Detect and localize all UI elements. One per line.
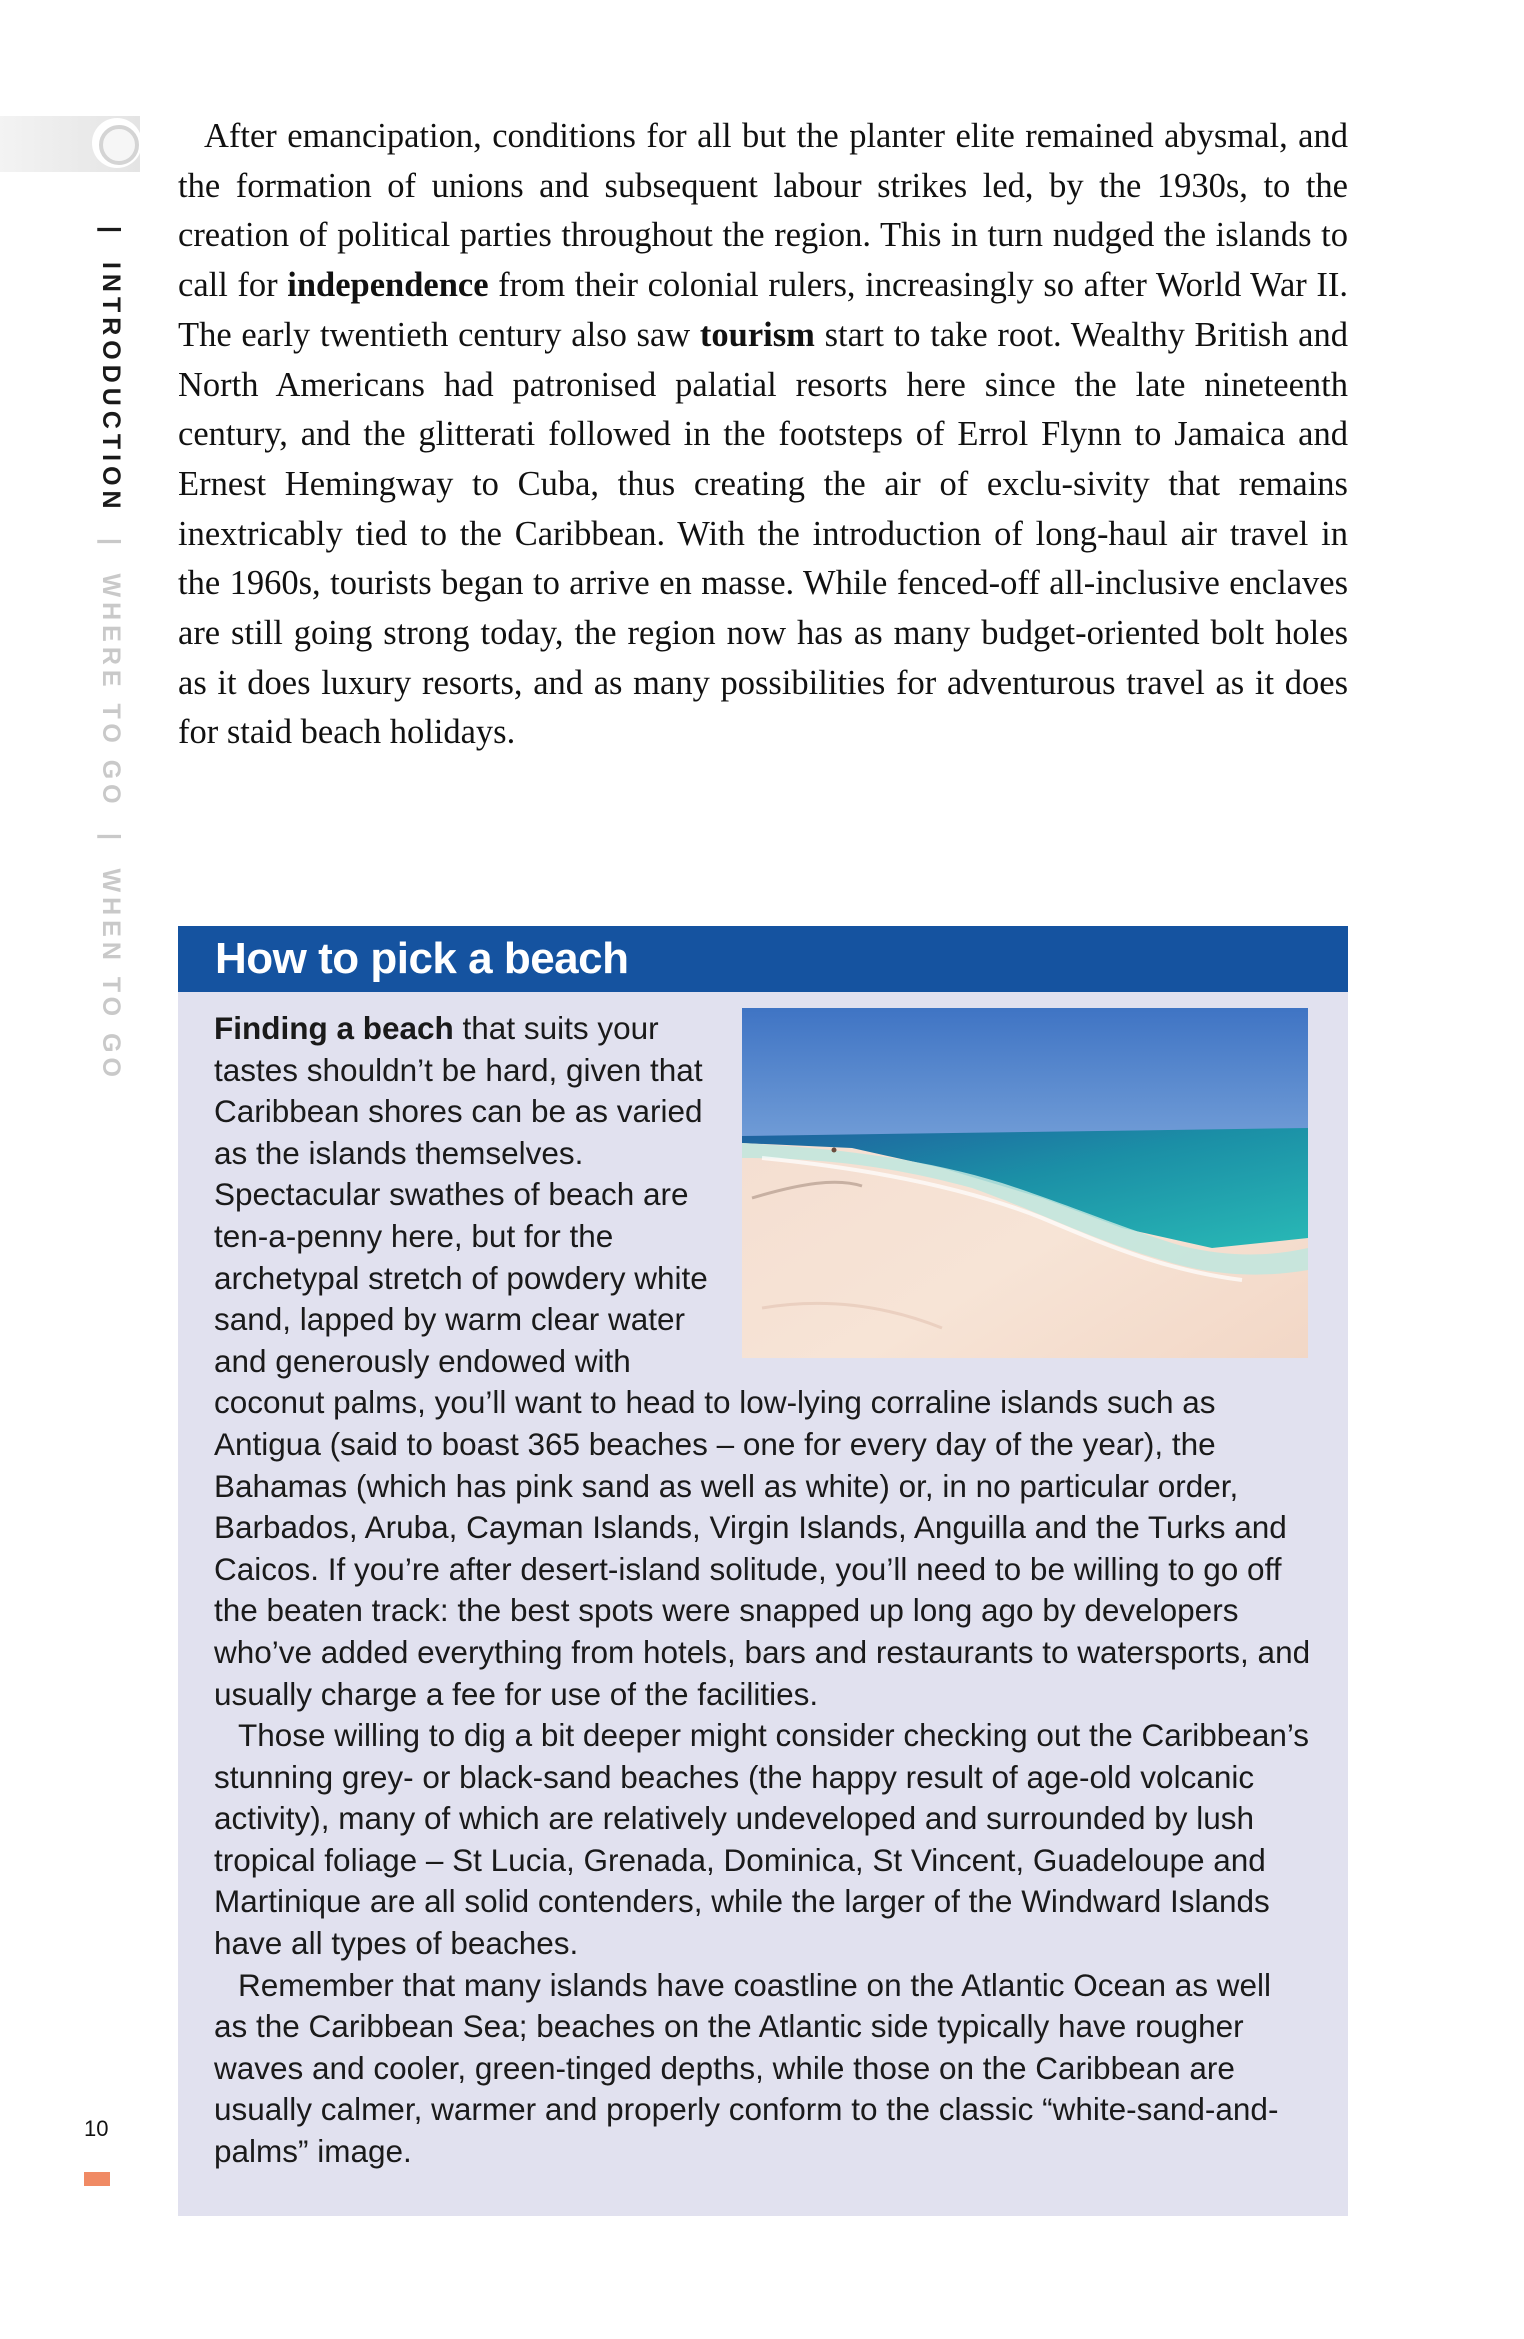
main-text-part: start to take root. Wealthy British and North Americans had patronised palatial resorts here since the late nineteenth century, and the glitterati followed in the footsteps of Errol Flynn to Jamaica and Ernest Hemingway to Cuba, thus creating the air of exclu-sivity that remains inextricably tied to the Caribbean. With the introduction of long-haul air travel in the 1960s, tourists began to arrive en masse. While fenced-off all-inclusive enclaves are still going strong today, the region now has as many budget-oriented bolt holes as it does luxury resorts, and as many possibilities for adventurous travel as it does for staid beach holidays. [178,315,1348,752]
side-nav-introduction[interactable]: INTRODUCTION [97,261,125,514]
page-number: 10 [84,2116,109,2141]
box-keyword: Finding a beach [214,1010,454,1046]
side-nav-when-to-go[interactable]: WHEN TO GO [97,868,125,1082]
box-title: How to pick a beach [178,926,1348,992]
sidebar-box [178,926,1348,2216]
beach-photo [742,1008,1308,1358]
main-paragraph [178,112,1348,758]
side-nav-separator: | [97,226,125,238]
page-marker [84,2172,110,2186]
beach-photo-image [742,1008,1308,1358]
chapter-tab-ring-icon [99,125,139,165]
keyword-tourism: tourism [699,315,815,354]
side-nav-separator: | [97,537,125,550]
side-nav-where-to-go[interactable]: WHERE TO GO [97,573,125,809]
box-body [178,992,1348,2173]
box-paragraph-2: Those willing to dig a bit deeper might consider checking out the Caribbean’s stunning grey- or black-sand beaches (the happy result of age-old volcanic activity), many of which are relatively undeveloped and surrounded by lush tropical foliage – St Lucia, Grenada, Dominica, St Vincent, Guadeloupe and Martinique are all solid contenders, while the larger of the Windward Islands have all types of beaches. [214,1717,1310,1962]
box-text: that suits your tastes shouldn’t be hard, given that Caribbean shores can be as varied as the islands themselves. Spectacular swathes of beach are ten-a-penny here, but for the archetypal stretch of powdery white sand, lapped by warm clear water and generously endowed with coconut palms, you’ll want to head to low-lying corraline islands such as Antigua (said to boast 365 beaches – one for every day of the year), the Bahamas (which has pink sand as well as white) or, in no particular order, Barbados, Aruba, Cayman Islands, Virgin Islands, Anguilla and the Turks and Caicos. If you’re after desert-island solitude, you’ll need to be willing to go off the beaten track: the best spots were snapped up long ago by developers who’ve added everything from hotels, bars and restaurants to watersports, and usually charge a fee for use of the facilities. [214,1010,1311,1712]
keyword-independence: independence [287,266,489,305]
main-text-part: After emancipation, conditions for all but the planter elite remained abysmal, and the formation of unions and subsequent labour strikes led, by the 1930s, to the creation of political parties throughout the region. This in turn nudged the islands to call for [178,117,1348,305]
main-text-part: from their colonial rulers, increasingly so after World War II. The early twentieth century also saw [178,266,1348,354]
box-paragraph-3: Remember that many islands have coastline on the Atlantic Ocean as well as the Caribbean Sea; beaches on the Atlantic side typically have rougher waves and cooler, green-tinged depths, while those on the Caribbean are usually calmer, warmer and properly conform to the classic “white-sand-and-palms” image. [214,1966,1279,2170]
side-nav [96,214,125,1082]
side-nav-separator: | [97,832,125,845]
